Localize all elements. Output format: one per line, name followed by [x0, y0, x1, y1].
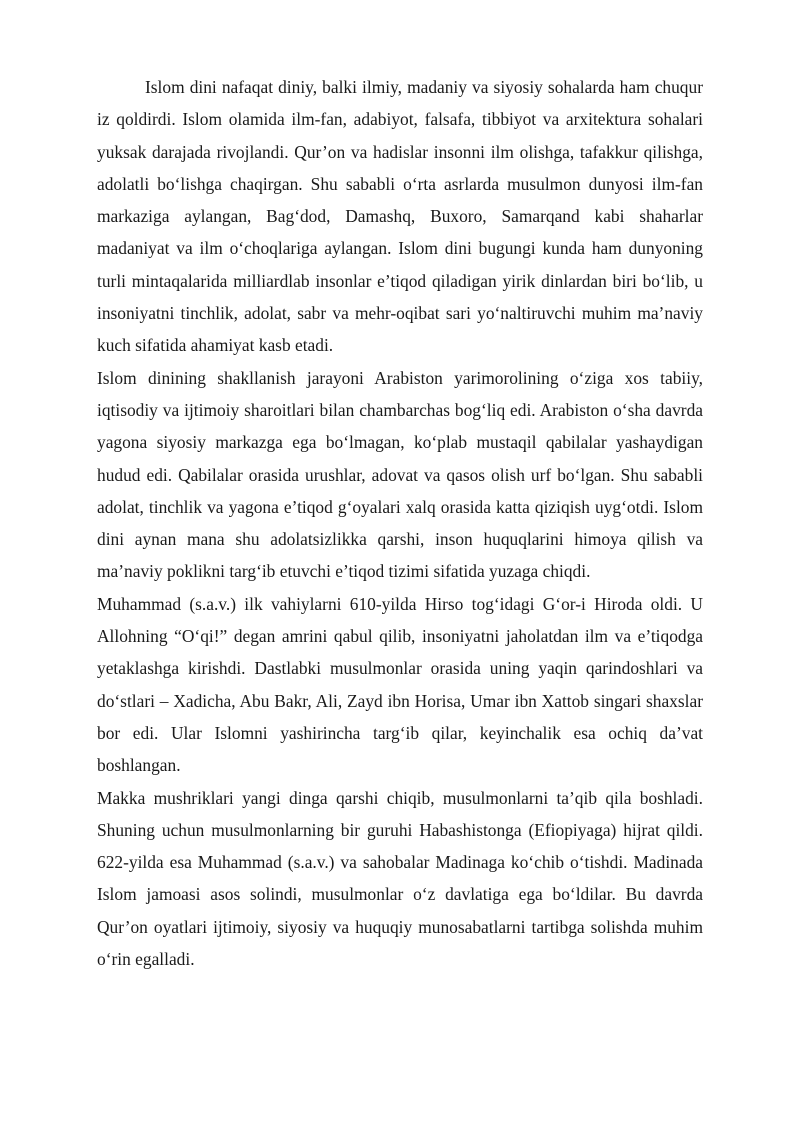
paragraph-hijra: Makka mushriklari yangi dinga qarshi chiqib, musulmonlarni ta’qib qila boshladi. Shuning uchun musulmonlarning bir guruhi Habashistonga (Efiopiyaga) hijrat qildi. 622-yilda esa Muhammad (s.a.v.) va sahobalar Madinaga ko‘chib o‘tishdi. Madinada Islom jamoasi asos solindi, musulmonlar o‘z davlatiga ega bo‘ldilar. Bu davrda Qur’on oyatlari ijtimoiy, siyosiy va huquqiy munosabatlarni tartibga solishda muhim o‘rin egalladi. [97, 787, 703, 970]
paragraph-islam-influence: Islom dini nafaqat diniy, balki ilmiy, madaniy va siyosiy sohalarda ham chuqur iz qoldirdi. Islom olamida ilm-fan, adabiyot, falsafa, tibbiyot va arxitektura sohalari yuksak darajada rivojlandi. Qur’on va hadislar insonni ilm olishga, tafakkur qilishga, adolatli bo‘lishga chaqirgan. Shu sababli o‘rta asrlarda musulmon dunyosi ilm-fan markaziga aylangan, Bag‘dod, Damashq, Buxoro, Samarqand kabi shaharlar madaniyat va ilm o‘choqlariga aylangan. Islom dini bugungi kunda ham dunyoning turli mintaqalarida milliardlab insonlar e’tiqod qiladigan yirik dinlardan biri bo‘lib, u insoniyatni tinchlik, adolat, sabr va mehr-oqibat sari yo‘naltiruvchi muhim ma’naviy kuch sifatida ahamiyat kasb etadi. [97, 77, 703, 356]
paragraph-first-revelations: Muhammad (s.a.v.) ilk vahiylarni 610-yilda Hirso tog‘idagi G‘or-i Hiroda oldi. U Allohning “O‘qi!” degan amrini qabul qilib, insoniyatni jaholatdan ilm va e’tiqodga yetaklashga kirishdi. Dastlabki musulmonlar orasida uning yaqin qarindoshlari va do‘stlari – Xadicha, Abu Bakr, Ali, Zayd ibn Horisa, Umar ibn Xattob singari shaxslar bor edi. Ular Islomni yashirincha targ‘ib qilar, keyinchalik esa ochiq da’vat boshlangan. [97, 593, 703, 776]
paragraph-islam-formation: Islom dinining shakllanish jarayoni Arabiston yarimorolining o‘ziga xos tabiiy, iqtisodiy va ijtimoiy sharoitlari bilan chambarchas bog‘liq edi. Arabiston o‘sha davrda yagona siyosiy markazga ega bo‘lmagan, ko‘plab mustaqil qabilalar yashaydigan hudud edi. Qabilalar orasida urushlar, adovat va qasos olish urf bo‘lgan. Shu sababli adolat, tinchlik va yagona e’tiqod g‘oyalari xalq orasida katta qiziqish uyg‘otdi. Islom dini aynan mana shu adolatsizlikka qarshi, inson huquqlarini himoya qilish va ma’naviy poklikni targ‘ib etuvchi e’tiqod tizimi sifatida yuzaga chiqdi. [97, 367, 703, 582]
document-page [97, 71, 703, 975]
